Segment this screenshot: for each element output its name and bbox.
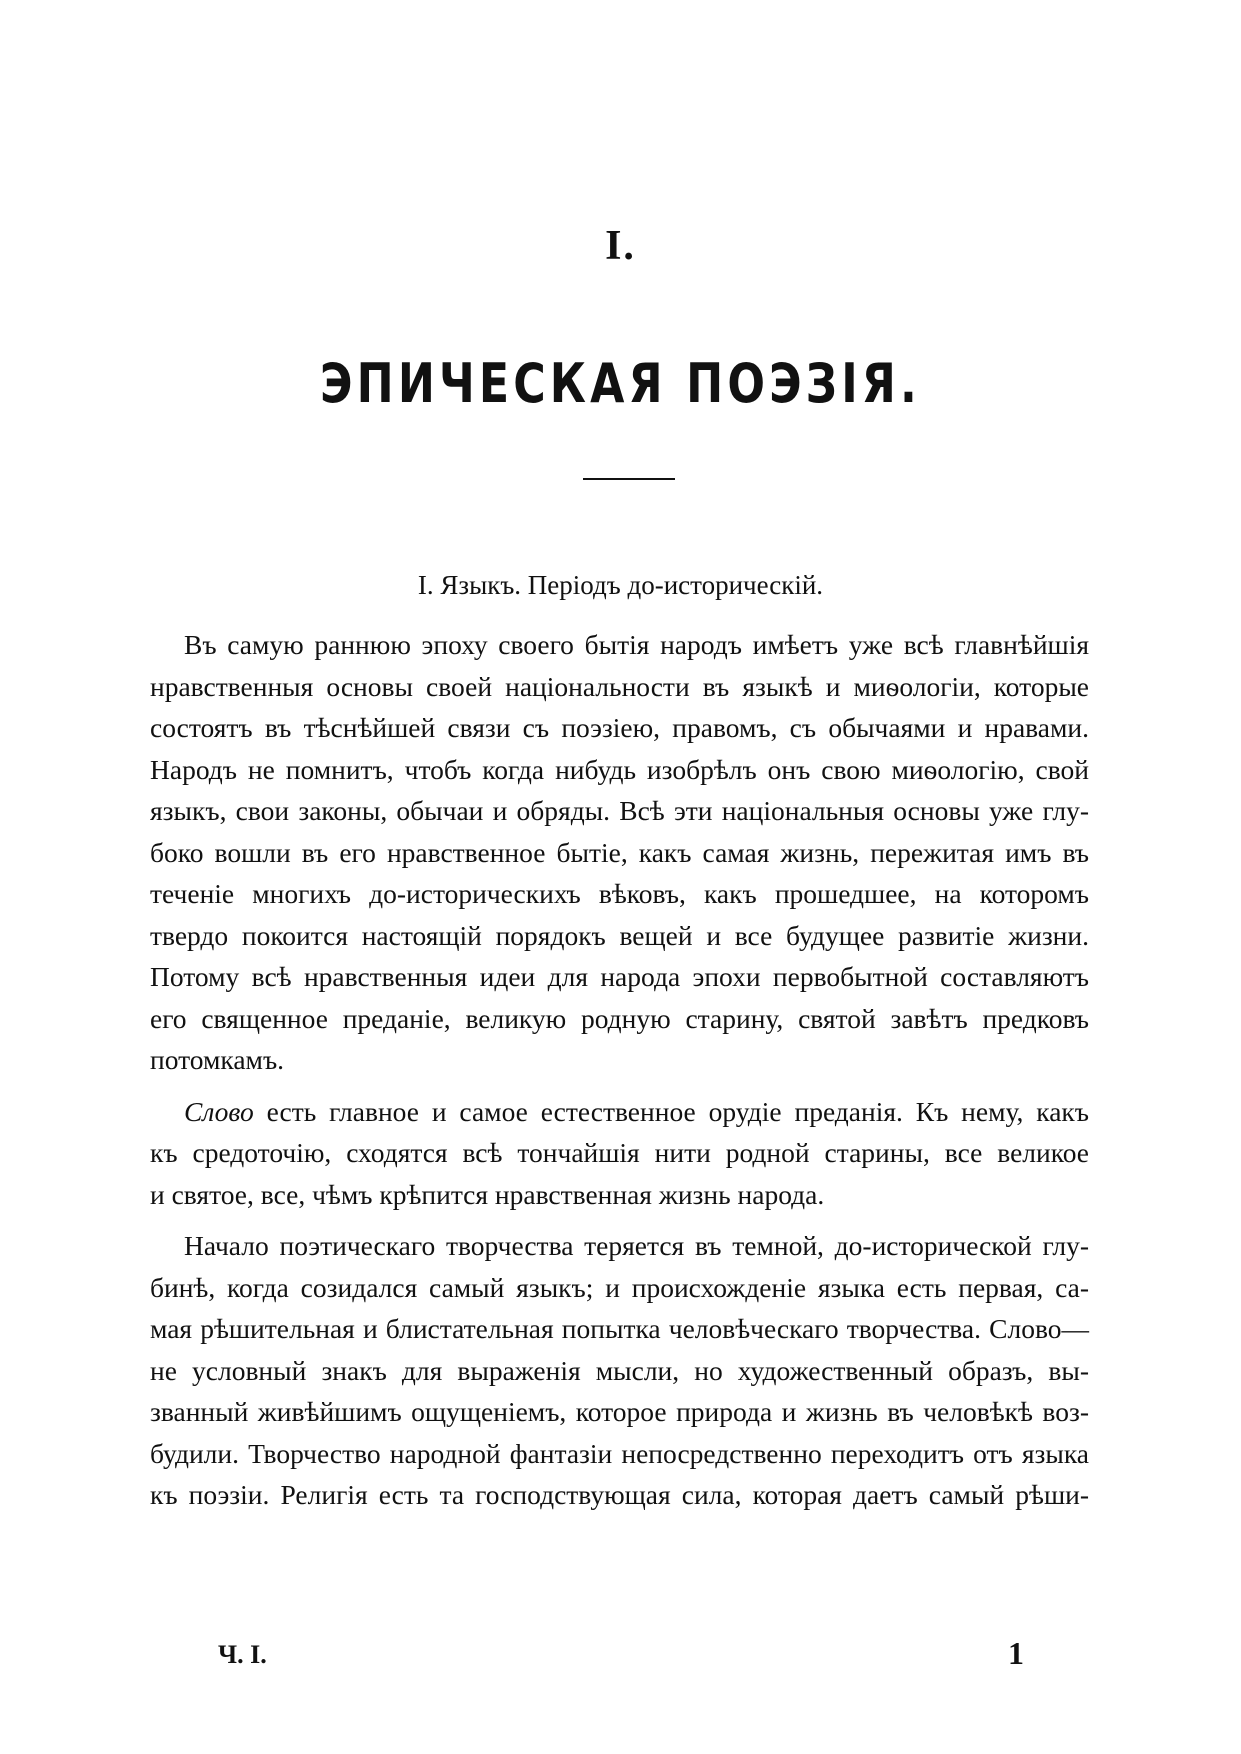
- signature-mark: Ч. I.: [218, 1640, 267, 1669]
- text-line: бинѣ, когда созидался самый языкъ; и происхожденіе языка есть первая, са-: [150, 1271, 1089, 1303]
- paragraph-3: [150, 1225, 1089, 1516]
- text-line: боко вошли въ его нравственное бытіе, какъ самая жизнь, пережитая имъ въ: [150, 836, 1089, 868]
- text-line: его священное преданіе, великую родную старину, святой завѣтъ предковъ: [150, 1002, 1089, 1034]
- text-line: мая рѣшительная и блистательная попытка человѣческаго творчества. Слово—: [150, 1313, 1089, 1344]
- text-line: потомкамъ.: [150, 1044, 285, 1075]
- text-line: [150, 1091, 1089, 1133]
- text-line: не условный знакъ для выраженія мысли, но художественный образъ, вы-: [150, 1354, 1089, 1386]
- body-text: [150, 624, 1089, 1526]
- text-line: Начало поэтическаго творчества теряется въ темной, до-исторической глу-: [184, 1230, 1089, 1261]
- text-line: языкъ, свои законы, обычаи и обряды. Всѣ эти національныя основы уже глу-: [150, 795, 1089, 826]
- emphasized-word: Слово: [184, 1095, 254, 1127]
- text-line: теченіе многихъ до-историческихъ вѣковъ, какъ прошедшее, на которомъ: [150, 878, 1089, 909]
- chapter-title: ЭПИЧЕСКАЯ ПОЭЗІЯ.: [320, 352, 921, 415]
- title-divider-rule: [583, 478, 675, 480]
- text-line: состоятъ въ тѣснѣйшей связи съ поэзіею, правомъ, съ обычаями и нравами.: [150, 712, 1089, 743]
- text-line: Въ самую раннюю эпоху своего бытія народъ имѣетъ уже всѣ главнѣйшія: [184, 629, 1089, 660]
- paragraph-1: [150, 624, 1089, 1081]
- text-line: званный живѣйшимъ ощущеніемъ, которое природа и жизнь въ человѣкѣ воз-: [150, 1396, 1089, 1427]
- text-line: будили. Творчество народной фантазіи непосредственно переходитъ отъ языка: [150, 1437, 1089, 1469]
- text-line: Потому всѣ нравственныя идеи для народа эпохи первобытной составляютъ: [150, 961, 1089, 992]
- part-number: I.: [605, 223, 636, 269]
- page-number: 1: [1008, 1635, 1024, 1671]
- section-heading: I. Языкъ. Періодъ до-историческій.: [417, 570, 824, 600]
- text-line: твердо покоится настоящій порядокъ вещей и все будущее развитіе жизни.: [150, 919, 1089, 951]
- text-line: нравственныя основы своей національности въ языкѣ и миѳологіи, которые: [150, 670, 1089, 702]
- text-line: къ средоточію, сходятся всѣ тончайшія нити родной старины, все великое: [150, 1137, 1089, 1168]
- text-line: къ поэзіи. Религія есть та господствующая сила, которая даетъ самый рѣши-: [150, 1479, 1089, 1510]
- paragraph-2: [150, 1091, 1089, 1216]
- text-line: Народъ не помнитъ, чтобъ когда нибудь изобрѣлъ онъ свою миѳологію, свой: [150, 753, 1089, 785]
- text-line: и святое, все, чѣмъ крѣпится нравственная жизнь народа.: [150, 1178, 825, 1210]
- text-line-rest: есть главное и самое естественное орудіе преданія. Къ нему, какъ: [253, 1095, 1089, 1127]
